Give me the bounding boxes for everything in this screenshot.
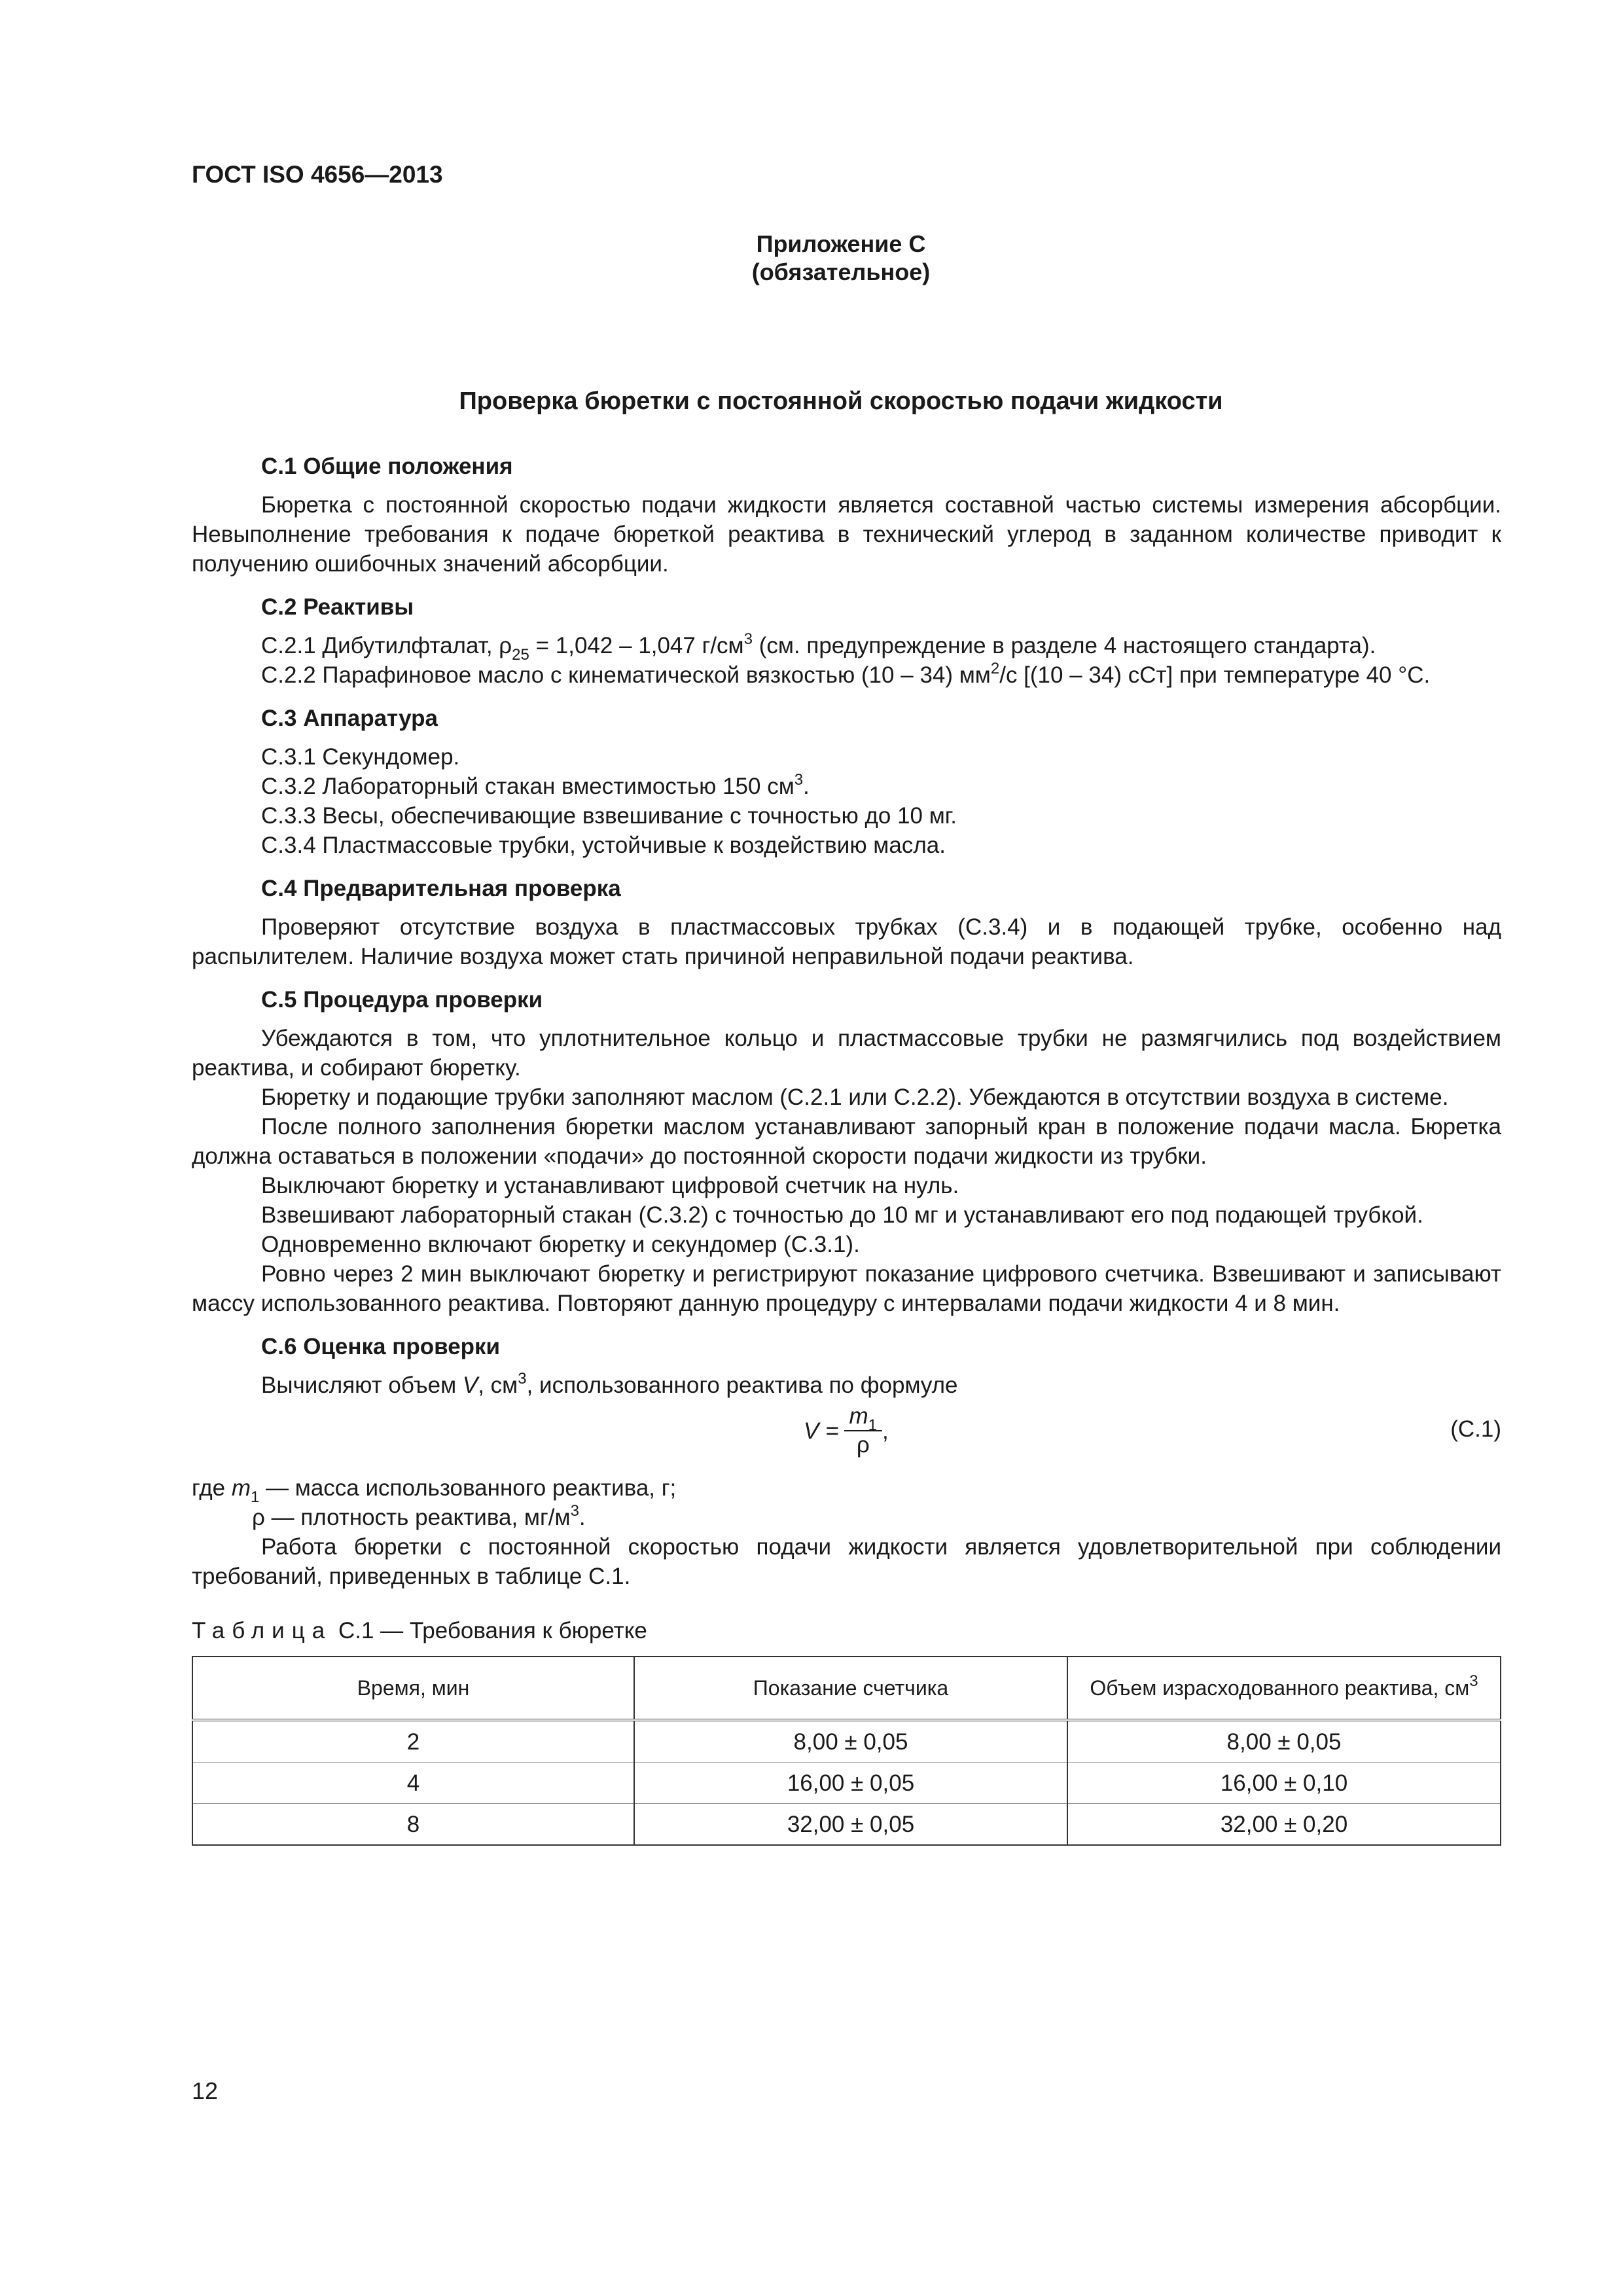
table-cell: 32,00 ± 0,05 — [634, 1804, 1067, 1846]
table-row — [192, 1720, 1501, 1763]
annex-title: Приложение С — [756, 230, 926, 257]
section-heading-c3: С.3 Аппаратура — [261, 706, 438, 731]
table-row — [192, 1763, 1501, 1804]
section-heading-c2: С.2 Реактивы — [261, 594, 414, 620]
list-item-c2-1: С.2.1 Дибутилфталат, $\rho_{25} = 1,042 - 1,047$ $г/см^3$ (см. предупреждение в разделе 4 настоящего стандарта). — [261, 630, 1376, 664]
formula-block — [192, 1400, 1501, 1473]
list-item-c3-4: С.3.4 Пластмассовые трубки, устойчивые к воздействию масла. — [261, 833, 946, 858]
list-item-c3-3: С.3.3 Весы, обеспечивающие взвешивание с точностью до 10 мг. — [261, 803, 957, 829]
table-cell: 8 — [192, 1804, 634, 1846]
where-line-2: ρ — плотность реактива, $мг/м^3$. — [252, 1502, 586, 1530]
column-header-volume: Объем израсходованного реактива, $см^3$ — [1067, 1657, 1501, 1720]
page-number: 12 — [192, 2077, 219, 2104]
equation-number: (С.1) — [1450, 1416, 1501, 1442]
requirements-table — [192, 1656, 1501, 1846]
paragraph: Выключают бюретку и устанавливают цифровой счетчик на нуль. — [261, 1173, 959, 1198]
formula-numerator: $m_1$ — [844, 1403, 883, 1431]
list-item-c2-2: С.2.2 Парафиновое масло с кинематической вязкостью (10 – 34) $мм^2/с$ [(10 – 34) сСт] при температуре 40 °С. — [261, 660, 1431, 688]
list-item-c3-2: С.3.2 Лабораторный стакан вместимостью 150 $см^3$. — [261, 771, 810, 799]
paragraph: Взвешивают лабораторный стакан (С.3.2) с точностью до 10 мг и устанавливают его под подающей трубкой. — [261, 1202, 1423, 1228]
paragraph: Одновременно включают бюретку и секундомер (С.3.1). — [261, 1232, 860, 1257]
table-caption: Таблица С.1 — Требования к бюретке — [192, 1618, 647, 1643]
table-cell: 16,00 ± 0,10 — [1067, 1763, 1501, 1804]
formula-comma: , — [882, 1418, 889, 1444]
document-body — [192, 452, 1501, 1846]
table-cell: 2 — [192, 1720, 634, 1763]
table-cell: 16,00 ± 0,05 — [634, 1763, 1067, 1804]
table-cell: 4 — [192, 1763, 634, 1804]
paragraph: Работа бюретки с постоянной скоростью подачи жидкости является удовлетворительной при соблюдении требований, приведенных в таблице С.1. — [192, 1534, 1501, 1589]
column-header-time: Время, мин — [192, 1657, 634, 1720]
formula-fraction — [844, 1403, 883, 1459]
table-row — [192, 1804, 1501, 1846]
list-item-c3-1: С.3.1 Секундомер. — [261, 744, 460, 770]
annex-type: (обязательное) — [751, 259, 931, 285]
formula-lhs: V = — [804, 1418, 839, 1444]
paragraph: После полного заполнения бюретки маслом устанавливают запорный кран в положение подачи масла. Бюретка должна оставаться в положении «подачи» до постоянной скорости подачи жидкости из трубки. — [192, 1114, 1501, 1169]
paragraph: Ровно через 2 мин выключают бюретку и регистрируют показание цифрового счетчика. Взвешивают и записывают массу использованного реактива. Повторяют данную процедуру с интервалами подачи жидкости 4 и 8 мин. — [192, 1261, 1501, 1316]
formula-denominator: ρ — [856, 1432, 870, 1458]
paragraph: Вычисляют объем V, $см^3$, использованного реактива по формуле — [261, 1370, 958, 1398]
paragraph: Бюретка с постоянной скоростью подачи жидкости является составной частью системы измерения абсорбции. Невыполнение требования к подаче бюреткой реактива в технический углерод в заданном количестве приводит к получению ошибочных значений абсорбции. — [192, 492, 1501, 577]
paragraph: Убеждаются в том, что уплотнительное кольцо и пластмассовые трубки не размягчились под воздействием реактива, и собирают бюретку. — [192, 1026, 1501, 1081]
paragraph: Проверяют отсутствие воздуха в пластмассовых трубках (С.3.4) и в подающей трубке, особенно над распылителем. Наличие воздуха может стать причиной неправильной подачи реактива. — [192, 914, 1501, 969]
where-line-1: где $m_1$ — масса использованного реактива, г; — [192, 1475, 677, 1506]
section-heading-c6: С.6 Оценка проверки — [261, 1334, 501, 1359]
standard-number: ГОСТ ISO 4656—2013 — [192, 161, 443, 188]
table-cell: 8,00 ± 0,05 — [1067, 1720, 1501, 1763]
table-cell: 8,00 ± 0,05 — [634, 1720, 1067, 1763]
section-heading-c1: С.1 Общие положения — [261, 454, 513, 479]
table-cell: 32,00 ± 0,20 — [1067, 1804, 1501, 1846]
paragraph: Бюретку и подающие трубки заполняют маслом (С.2.1 или С.2.2). Убеждаются в отсутствии воздуха в системе. — [261, 1085, 1449, 1110]
formula — [804, 1403, 889, 1459]
section-heading-c5: С.5 Процедура проверки — [261, 987, 543, 1013]
column-header-counter: Показание счетчика — [634, 1657, 1067, 1720]
section-heading-c4: С.4 Предварительная проверка — [261, 876, 621, 901]
document-title: Проверка бюретки с постоянной скоростью подачи жидкости — [459, 387, 1223, 415]
table-header-row — [192, 1657, 1501, 1720]
